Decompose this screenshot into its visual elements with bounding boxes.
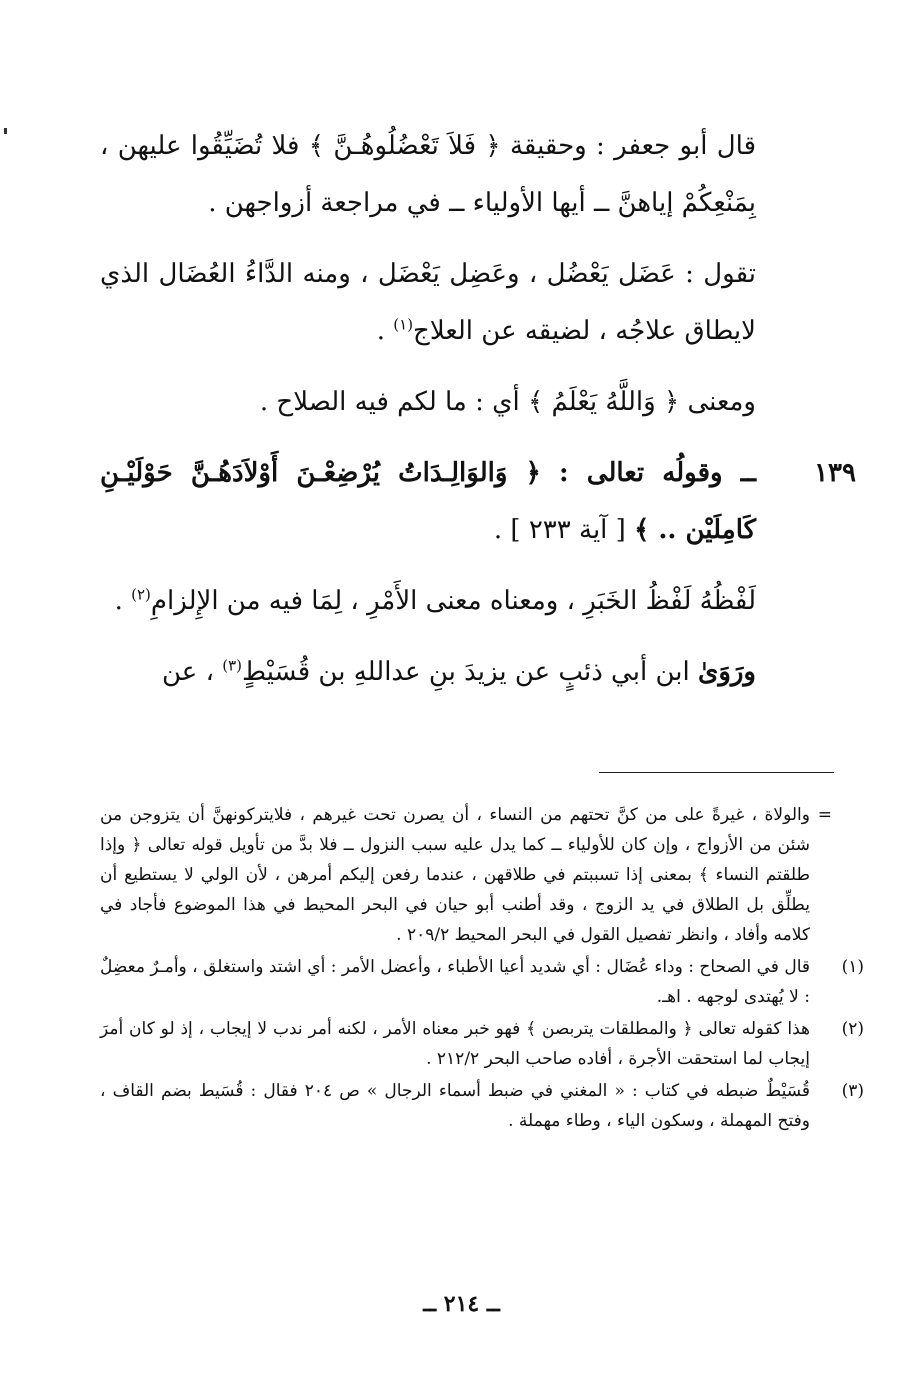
footnote-3 <box>100 1076 864 1136</box>
paragraph-5-text: ابن أبي ذئبٍ عن يزيدَ بنِ عداللهِ بن قُسَيْطٍ <box>242 657 698 687</box>
continuation-marker: = <box>817 805 832 825</box>
footnote-ref-3[interactable]: (٣) <box>222 656 243 675</box>
paragraph-5-end: ، عن <box>162 657 223 687</box>
section-number: ١٣٩ <box>814 458 856 488</box>
footnote-separator <box>599 772 834 773</box>
footnote-number: (٣) <box>841 1081 864 1101</box>
page-number: ــ ٢١٤ ــ <box>423 1291 500 1317</box>
heading-lead: ــ وقولُه تعالى : <box>540 458 756 488</box>
footnotes <box>100 800 864 1138</box>
footnote-text: قُسَيْطٌ ضبطه في كتاب : « المغني في ضبط أسماء الرجال » ص ٢٠٤ فقال : قُسَيط بضم القاف ، وفتح المهملة ، وسكون الياء ، وطاء مهملة . <box>100 1081 810 1131</box>
paragraph-4-end: . <box>114 586 132 616</box>
paragraph-2 <box>100 246 756 360</box>
footnote-number: (١) <box>841 957 864 977</box>
footnote-1 <box>100 952 864 1012</box>
heading-verse: ﴿ وَالوَالِـدَاتُ يُرْضِعْـنَ أَوْلاَدَهُـنَّ حَوْلَيْـنِ كَامِلَيْن .. ﴾ <box>100 458 756 545</box>
paragraph-3: ومعنى ﴿ وَاللَّهُ يَعْلَمُ ﴾ أي : ما لكم فيه الصلاح . <box>259 387 756 417</box>
paragraph-4-text: لَفْظُهُ لَفْظُ الخَبَرِ ، ومعناه معنى الأَمْرِ ، لِمَا فيه من الإِلزامِ <box>150 586 756 616</box>
verse-heading <box>100 445 856 559</box>
footnote-continuation <box>100 800 832 950</box>
paragraph-5-lead: ورَوَىٰ <box>697 657 756 687</box>
paragraph-2-text: تقول : عَضَل يَعْضُل ، وعَضِل يَعْضَل ، ومنه الدَّاءُ العُضَال الذي لايطاق علاجُه ، لضيقه عن العلاج <box>100 259 756 346</box>
paragraph-2-end: . <box>376 316 394 346</box>
footnote-number: (٢) <box>841 1019 864 1039</box>
paragraph-1: قال أبو جعفر : وحقيقة ﴿ فَلاَ تَعْضُلُوهُـنَّ ﴾ فلا تُضَيِّقُوا عليهن ، بِمَنْعِكُمْ إياهنَّ ــ أيها الأولياء ــ في مراجعة أزواجهن . <box>100 131 756 218</box>
footnote-text: قال في الصحاح : وداء عُضَال : أي شديد أعيا الأطباء ، وأعضل الأمر : أي اشتد واستغلق ، وأمـرٌ معضِلٌ : لا يُهتدى لوجهه . اهـ. <box>100 957 810 1007</box>
footnote-2 <box>100 1014 864 1074</box>
footnote-ref-1[interactable]: (١) <box>393 315 414 334</box>
paragraph-4 <box>100 573 756 630</box>
footnote-ref-2[interactable]: (٢) <box>131 585 151 604</box>
heading-verse-ref: [ آية ٢٣٣ ] . <box>493 515 635 545</box>
main-text <box>100 118 856 715</box>
footnote-continuation-text: والولاة ، غيرةً على من كنَّ تحتهم من النساء ، أن يصرن تحت غيرهم ، فلايتركونهنَّ أن يتزوجن من شئن من الأزواج ، وإن كان للأولياء ــ كما يدل عليه سبب النزول ــ فلا بدَّ من تأويل قوله تعالى ﴿ وإذا طلقتم النساء ﴾ بمعنى إذا تسببتم في طلاقهن ، عندما رفعن إليكم أمرهن ، لأن الولي لا يستطيع أن يطلِّق بل الطلاق في يد الزوج ، وقد أطنب أبو حيان في البحر المحيط في هذا الموضوع فأجاد في كلامه وأفاد ، وانظر تفصيل القول في البحر المحيط ٢٠٩/٢ . <box>100 805 810 945</box>
scan-edge-mark <box>4 128 7 134</box>
footnote-text: هذا كقوله تعالى ﴿ والمطلقات يتربصن ﴾ فهو خبر معناه الأمر ، لكنه أمر ندب لا إيجاب ، إذ لو كان أمرَ إيجاب لما استحقت الأجرة ، أفاده صاحب البحر ٢١٢/٢ . <box>100 1019 810 1069</box>
paragraph-5 <box>100 644 756 701</box>
